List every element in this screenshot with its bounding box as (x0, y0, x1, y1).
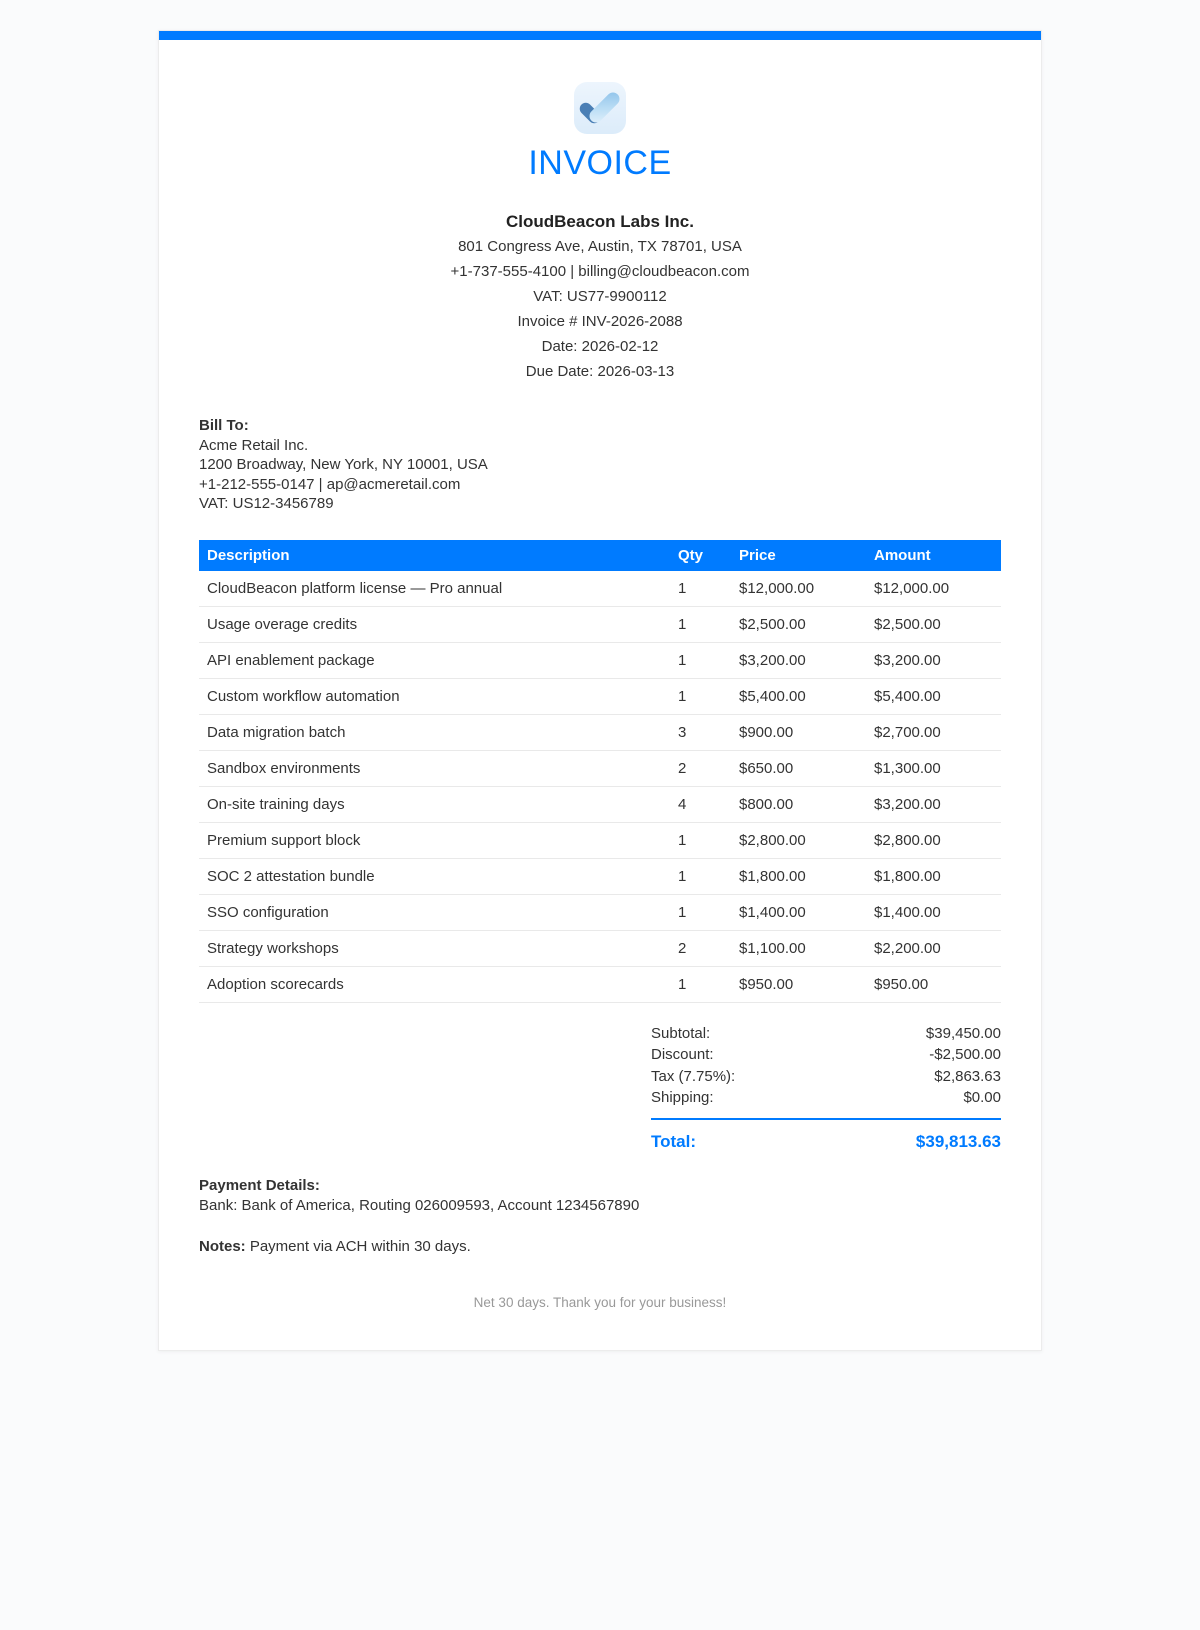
table-row (199, 858, 1001, 894)
cell-qty: 1 (670, 606, 731, 642)
cell-amount: $1,400.00 (866, 894, 1001, 930)
table-row (199, 606, 1001, 642)
table-row (199, 714, 1001, 750)
cell-price: $3,200.00 (731, 642, 866, 678)
cell-description: SSO configuration (199, 894, 670, 930)
line-items-body (199, 571, 1001, 1003)
check-logo-icon (574, 82, 626, 134)
total-label: Total: (651, 1131, 697, 1151)
cell-description: Premium support block (199, 822, 670, 858)
payment-bank-line: Bank: Bank of America, Routing 026009593, Account 1234567890 (199, 1196, 640, 1214)
cell-amount: $3,200.00 (866, 786, 1001, 822)
table-row (199, 642, 1001, 678)
header-amount: Amount (866, 540, 1001, 571)
cell-amount: $2,700.00 (866, 714, 1001, 750)
discount-row (651, 1044, 1001, 1066)
cell-qty: 1 (670, 858, 731, 894)
company-address: 801 Congress Ave, Austin, TX 78701, USA (458, 238, 742, 255)
company-contact: +1-737-555-4100 | billing@cloudbeacon.com (450, 263, 750, 280)
cell-qty: 1 (670, 966, 731, 1002)
company-vat: VAT: US77-9900112 (533, 288, 667, 305)
cell-amount: $1,800.00 (866, 858, 1001, 894)
tax-label: Tax (7.75%): (651, 1067, 736, 1085)
tax-value: $2,863.63 (934, 1067, 1001, 1085)
line-items-table (199, 540, 1001, 1003)
cell-amount: $2,200.00 (866, 930, 1001, 966)
bill-to-vat: VAT: US12-3456789 (199, 495, 334, 512)
header-price: Price (731, 540, 866, 571)
notes-label: Notes: (199, 1237, 246, 1255)
bill-to-contact: +1-212-555-0147 | ap@acmeretail.com (199, 475, 461, 493)
cell-price: $12,000.00 (731, 571, 866, 607)
table-row (199, 894, 1001, 930)
discount-label: Discount: (651, 1046, 714, 1063)
company-info (199, 209, 1001, 384)
cell-description: Usage overage credits (199, 606, 670, 642)
cell-price: $1,100.00 (731, 930, 866, 966)
totals-section (651, 1023, 1001, 1152)
table-row (199, 822, 1001, 858)
cell-qty: 3 (670, 714, 731, 750)
bill-to-address: 1200 Broadway, New York, NY 10001, USA (199, 456, 488, 473)
table-row (199, 571, 1001, 607)
cell-amount: $3,200.00 (866, 642, 1001, 678)
cell-qty: 1 (670, 822, 731, 858)
shipping-value: $0.00 (963, 1089, 1001, 1106)
cell-price: $950.00 (731, 966, 866, 1002)
cell-description: Strategy workshops (199, 930, 670, 966)
table-row (199, 930, 1001, 966)
subtotal-value: $39,450.00 (925, 1024, 1001, 1042)
tax-row (651, 1066, 1001, 1088)
cell-price: $900.00 (731, 714, 866, 750)
cell-price: $5,400.00 (731, 678, 866, 714)
discount-value: -$2,500.00 (929, 1046, 1001, 1063)
cell-price: $800.00 (731, 786, 866, 822)
bill-to-name: Acme Retail Inc. (199, 436, 309, 454)
cell-price: $2,800.00 (731, 822, 866, 858)
cell-description: Custom workflow automation (199, 678, 670, 714)
payment-details-heading: Payment Details: (199, 1176, 320, 1194)
cell-amount: $2,800.00 (866, 822, 1001, 858)
payment-details-section (199, 1176, 1001, 1216)
cell-price: $1,800.00 (731, 858, 866, 894)
cell-amount: $1,300.00 (866, 750, 1001, 786)
cell-price: $2,500.00 (731, 606, 866, 642)
cell-qty: 4 (670, 786, 731, 822)
total-row (651, 1120, 1001, 1152)
table-row (199, 678, 1001, 714)
page-title: INVOICE (528, 144, 672, 182)
table-row (199, 750, 1001, 786)
subtotal-row (651, 1023, 1001, 1045)
cell-amount: $950.00 (866, 966, 1001, 1002)
cell-price: $650.00 (731, 750, 866, 786)
header-description: Description (199, 540, 670, 571)
cell-description: CloudBeacon platform license — Pro annual (199, 571, 670, 607)
cell-description: SOC 2 attestation bundle (199, 858, 670, 894)
line-items-header (199, 540, 1001, 571)
total-value: $39,813.63 (915, 1131, 1001, 1151)
cell-qty: 1 (670, 642, 731, 678)
invoice-content (159, 82, 1041, 1310)
shipping-row (651, 1087, 1001, 1109)
footer-note: Net 30 days. Thank you for your business! (473, 1294, 727, 1310)
bill-to-heading: Bill To: (199, 417, 249, 434)
header-qty: Qty (670, 540, 731, 571)
company-name: CloudBeacon Labs Inc. (506, 212, 694, 231)
cell-qty: 1 (670, 678, 731, 714)
top-accent-bar (159, 31, 1041, 40)
cell-description: Sandbox environments (199, 750, 670, 786)
notes-text: Payment via ACH within 30 days. (245, 1237, 471, 1255)
cell-description: Adoption scorecards (199, 966, 670, 1002)
subtotal-label: Subtotal: (651, 1024, 711, 1042)
cell-qty: 2 (670, 750, 731, 786)
invoice-card (158, 30, 1042, 1351)
shipping-label: Shipping: (651, 1089, 714, 1106)
invoice-number: Invoice # INV-2026-2088 (517, 313, 683, 330)
cell-description: Data migration batch (199, 714, 670, 750)
table-row (199, 786, 1001, 822)
invoice-date: Date: 2026-02-12 (541, 338, 659, 355)
cell-amount: $2,500.00 (866, 606, 1001, 642)
cell-description: API enablement package (199, 642, 670, 678)
cell-qty: 1 (670, 894, 731, 930)
cell-amount: $12,000.00 (866, 571, 1001, 607)
cell-qty: 1 (670, 571, 731, 607)
cell-amount: $5,400.00 (866, 678, 1001, 714)
invoice-due-date: Due Date: 2026-03-13 (525, 363, 675, 380)
cell-description: On-site training days (199, 786, 670, 822)
cell-qty: 2 (670, 930, 731, 966)
cell-price: $1,400.00 (731, 894, 866, 930)
notes-section (199, 1238, 1001, 1255)
bill-to-section (199, 416, 1001, 514)
table-row (199, 966, 1001, 1002)
